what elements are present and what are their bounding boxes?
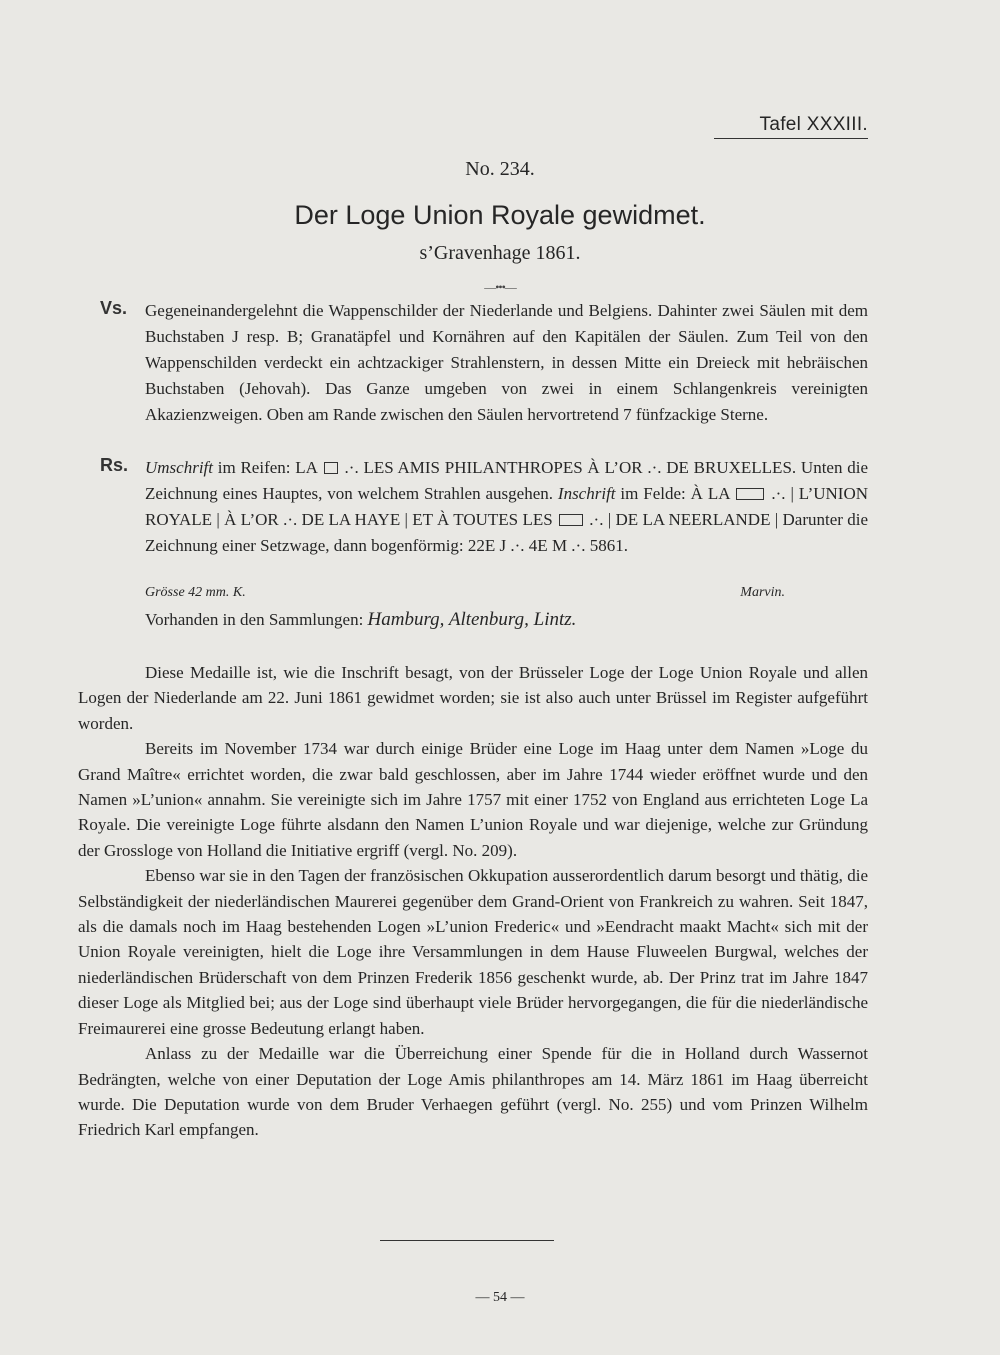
paragraph: Anlass zu der Medaille war die Überreichung einer Spende für die in Holland durch Wassernot Bedrängten, welche von einer Deputation der Loge Amis philanthropes am 14. März 1861 im Haag überreicht wurde. Die Deputation wurde von dem Bruder Verhaegen geführt (vergl. No. 255) und vom Prinzen Wilhelm Friedrich Karl empfangen. [78, 1044, 868, 1140]
inschrift-label: Inschrift [557, 484, 616, 503]
body-text [78, 660, 868, 1143]
paragraph: Bereits im November 1734 war durch einige Brüder eine Loge im Haag unter dem Namen »Loge du Grand Maître« errichtet worden, die zwar bald geschlossen, aber im Jahre 1744 wieder eröffnet wurde und den Namen »L’union« annahm. Sie vereinigte sich im Jahre 1757 mit einer 1752 von England aus errichteten Loge La Royale. Die vereinigte Loge führte alsdann den Namen L’union Royale und war diejenige, welche zur Gründung der Grossloge von Holland die Initiative ergriff (vergl. No. 209). [78, 739, 868, 860]
reverse-label: Rs. [100, 455, 129, 475]
paragraph: Ebenso war sie in den Tagen der französischen Okkupation ausserordentlich darum besorgt und thätig, die Selbständigkeit der niederländischen Maurerei gegenüber dem Grand-Orient von Frankreich zu wahren. Seit 1847, als die damals noch im Haag bestehenden Logen »L’union Frederic« und »Eendracht maakt Macht« sich mit der Union Royale vereinigten, hielt die Loge ihre Versammlungen in dem Hause Fluweelen Burgwal, welches der niederländischen Brüderschaft von dem Prinzen Frederik 1856 geschenkt wurde, ab. Der Prinz trat im Jahre 1847 dieser Loge als Mitglied bei; aus der Loge sind überhaupt viele Brüder hervorgegangen, die für die niederländische Freimaurerei eine grosse Bedeutung erlangt haben. [78, 866, 868, 1038]
place-date: s’Gravenhage 1861. [419, 242, 581, 264]
lodge-square-icon [324, 462, 338, 474]
page-number: — 54 — [475, 1290, 525, 1305]
plate-number: Tafel XXXIII. [714, 114, 868, 139]
collections-places: Hamburg, Altenburg, Lintz. [367, 609, 577, 630]
size-line [145, 585, 785, 601]
reverse-text [145, 455, 868, 559]
reverse-text-part: Felde: À LA [643, 484, 735, 503]
obverse-section [78, 298, 868, 428]
collections-prefix: Vorhanden in den Sammlungen: [145, 610, 368, 629]
obverse-label: Vs. [100, 298, 128, 318]
umschrift-text: .·. LES AMIS PHILANTHROPES À L’OR .·. DE BRUXELLES. [339, 458, 797, 477]
ornament-divider: —•••— [484, 280, 516, 294]
size-value: Grösse 42 mm. K. [145, 585, 246, 600]
reverse-text-part: im [615, 484, 639, 503]
inschrift-text-end: .·. | DE LA NEERLANDE | Darunter die Zeichnung einer Setzwage, dann bogenförmig: 22E J .·. 4E M .·. 5861. [145, 510, 868, 555]
page-title: Der Loge Union Royale gewidmet. [294, 200, 706, 230]
end-rule [380, 1240, 554, 1241]
reverse-text-part: im Reifen: LA [213, 458, 322, 477]
obverse-text: Gegeneinandergelehnt die Wappenschilder der Niederlande und Belgiens. Dahinter zwei Säulen mit dem Buchstaben J resp. B; Granatäpfel und Kornähren auf den Kapitälen der Säulen. Zum Teil von den Wappenschilden verdeckt ein achtzackiger Strahlenstern, in dessen Mitte ein Dreieck mit hebräischen Buchstaben (Jehovah). Das Ganze umgeben von zwei in einem Schlangenkreis vereinigten Akazienzweigen. Oben am Rande zwischen den Säulen hervortretend 7 fünfzackige Sterne. [145, 301, 868, 424]
engraver-name: Marvin. [740, 585, 785, 600]
reverse-text-part: Unten die Zeichnung eines Hauptes, von welchem Strahlen ausgehen. [145, 458, 868, 503]
lodge-rectangle-icon [736, 488, 764, 500]
collections-line [145, 609, 845, 631]
reverse-section [78, 455, 868, 559]
inschrift-text: .·. | L’UNION ROYALE | À L’OR .·. DE LA HAYE | ET À TOUTES LES [145, 484, 869, 529]
item-number: No. 234. [465, 158, 535, 180]
lodges-symbol-icon [559, 514, 583, 526]
paragraph: Diese Medaille ist, wie die Inschrift besagt, von der Brüsseler Loge der Loge Union Royale und allen Logen der Niederlande am 22. Juni 1861 gewidmet worden; sie ist also auch unter Brüssel im Register aufgeführt worden. [78, 663, 868, 733]
umschrift-label: Umschrift [145, 458, 213, 477]
